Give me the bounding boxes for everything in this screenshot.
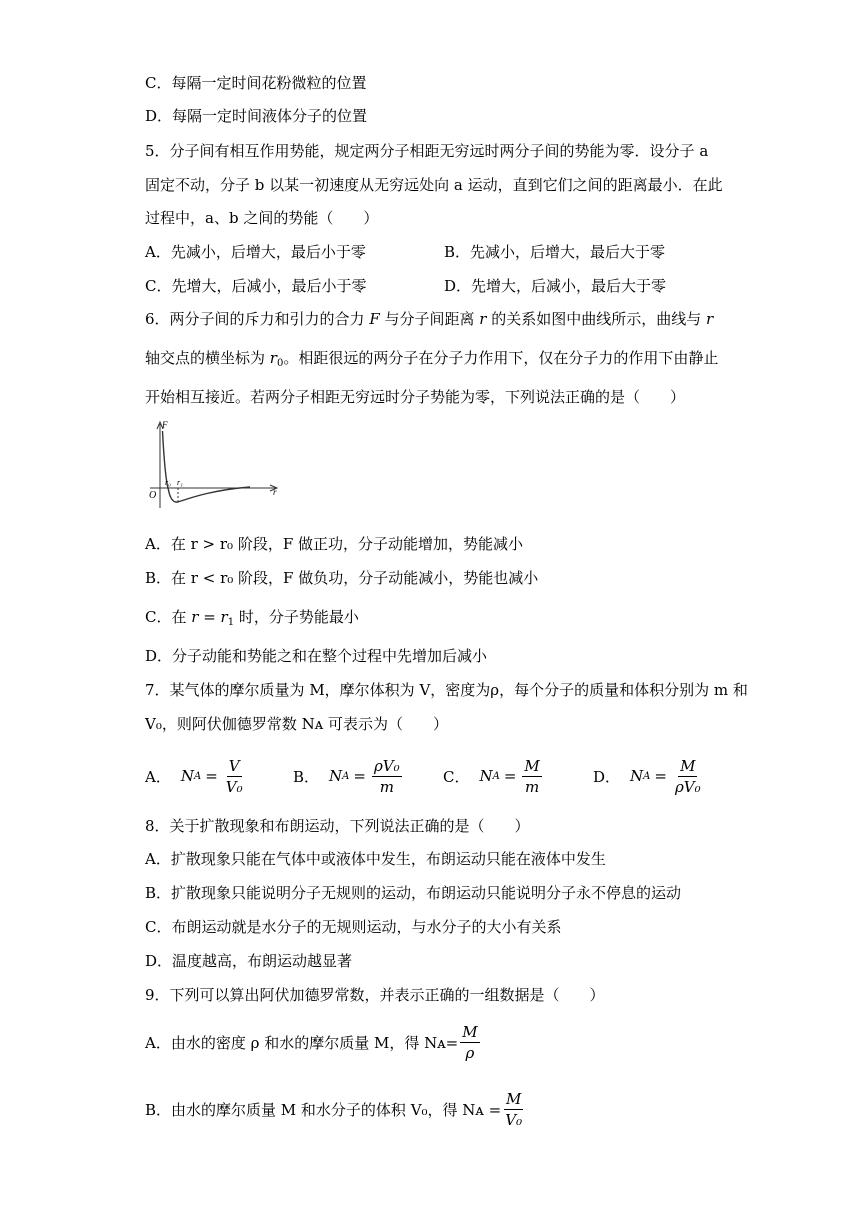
q4-option-c: C．每隔一定时间花粉微粒的位置 bbox=[145, 74, 367, 92]
q9-stem: 9．下列可以算出阿伏加德罗常数，并表示正确的一组数据是（ ） bbox=[145, 986, 605, 1004]
q8-option-d: D．温度越高，布朗运动越显著 bbox=[145, 952, 353, 970]
x-axis-label: r bbox=[273, 487, 277, 497]
q6-stem-line3: 开始相互接近。若两分子相距无穷远时分子势能为零，下列说法正确的是（ ） bbox=[145, 388, 686, 406]
q8-option-b: B．扩散现象只能说明分子无规则的运动，布朗运动只能说明分子永不停息的运动 bbox=[145, 884, 682, 902]
q7-option-b: B． N A = $\frac{\text{ρV₀}}{m}$ bbox=[293, 756, 400, 796]
force-distance-graph bbox=[140, 418, 285, 510]
q6-option-a: A．在 r > r₀ 阶段，F 做正功，分子动能增加，势能减小 bbox=[145, 535, 524, 553]
q6-option-d: D．分子动能和势能之和在整个过程中先增加后减小 bbox=[145, 647, 488, 665]
r1-label: r₁ bbox=[177, 478, 183, 487]
q7-option-d: D． N A = $\frac{M}{\text{ρV₀}}$ bbox=[593, 756, 701, 796]
q8-stem: 8．关于扩散现象和布朗运动，下列说法正确的是（ ） bbox=[145, 817, 530, 835]
q5-option-c: C．先增大，后减小，最后小于零 bbox=[145, 277, 367, 295]
q5-option-b: B．先减小，后增大，最后大于零 bbox=[444, 243, 666, 261]
q6-stem-line1: 6．两分子间的斥力和引力的合力 F 与分子间距离 r 的关系如图中曲线所示，曲线与 r bbox=[145, 310, 714, 328]
y-axis-label: F bbox=[162, 420, 168, 430]
q7-stem-line2: V₀，则阿伏伽德罗常数 Nᴀ 可表示为（ ） bbox=[145, 715, 448, 733]
q5-stem-line3: 过程中，a、b 之间的势能（ ） bbox=[145, 209, 379, 227]
q6-stem-line2: 轴交点的横坐标为 $r_0$。相距很远的两分子在分子力作用下，仅在分子力的作用下由静止 bbox=[145, 349, 719, 369]
origin-label: O bbox=[149, 490, 157, 501]
q5-stem-line2: 固定不动，分子 b 以某一初速度从无穷远处向 a 运动，直到它们之间的距离最小．在此 bbox=[145, 176, 723, 194]
q7-option-a: A． N A = $\frac{V}{\text{V₀}}$ bbox=[145, 756, 243, 796]
q8-option-a: A．扩散现象只能在气体中或液体中发生，布朗运动只能在液体中发生 bbox=[145, 850, 606, 868]
q4-option-d: D．每隔一定时间液体分子的位置 bbox=[145, 107, 368, 125]
force-curve bbox=[163, 431, 251, 502]
q7-stem-line1: 7．某气体的摩尔质量为 M，摩尔体积为 V，密度为ρ，每个分子的质量和体积分别为 m 和 bbox=[145, 681, 748, 699]
q9-option-a: A．由水的密度 ρ 和水的摩尔质量 M，得 Nᴀ= $\frac{M}{\rho}$ bbox=[145, 1023, 478, 1062]
q5-option-a: A．先减小，后增大，最后小于零 bbox=[145, 243, 366, 261]
q7-option-c: C． N A = $\frac{M}{m}$ bbox=[443, 756, 540, 796]
q8-option-c: C．布朗运动就是水分子的无规则运动，与水分子的大小有关系 bbox=[145, 918, 562, 936]
q5-option-d: D．先增大，后减小，最后大于零 bbox=[444, 277, 667, 295]
q7-options bbox=[145, 752, 705, 800]
r0-label: r₀ bbox=[165, 478, 171, 487]
q5-stem-line1: 5．分子间有相互作用势能，规定两分子相距无穷远时两分子间的势能为零．设分子 a bbox=[145, 142, 709, 160]
q9-option-b: B．由水的摩尔质量 M 和水分子的体积 V₀，得 Nᴀ = $\frac{M}{\text{V₀}}$ bbox=[145, 1090, 523, 1129]
q6-option-c: C．在 $r = r_1$ 时，分子势能最小 bbox=[145, 608, 359, 628]
q6-option-b: B．在 r < r₀ 阶段，F 做负功，分子动能减小，势能也减小 bbox=[145, 569, 539, 587]
